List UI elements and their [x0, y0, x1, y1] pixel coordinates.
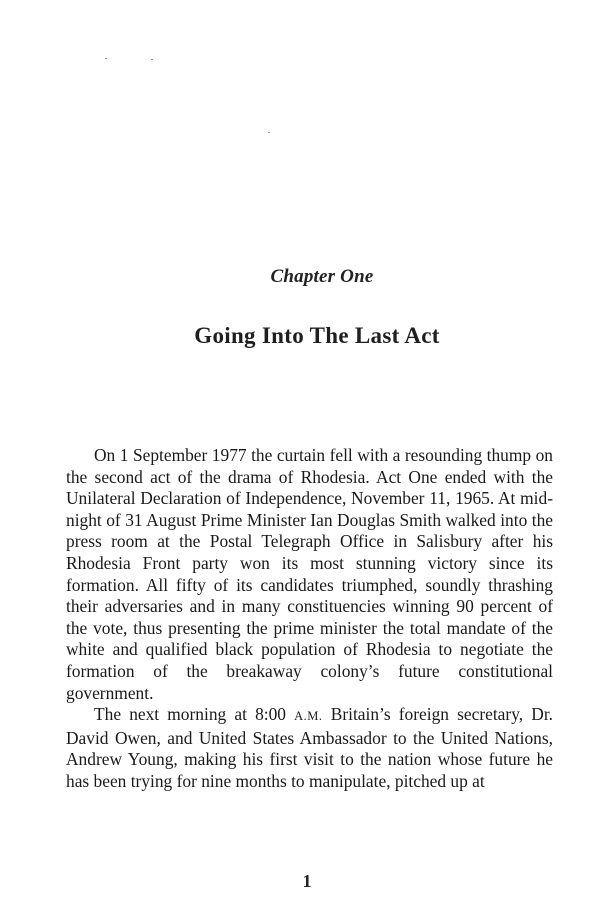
chapter-label: Chapter One: [270, 266, 374, 287]
paragraph: [66, 704, 553, 792]
scan-speck: [268, 132, 270, 133]
paragraph-segment: The next morning at 8:00: [94, 704, 295, 725]
scan-speck: [151, 59, 153, 60]
paragraph: On 1 September 1977 the curtain fell with a resounding thump on the second act of the drama of Rhodesia. Act One ended with the Unilateral Declaration of Independence, November 11, 1965. At midnight of 31 August Prime Minister Ian Douglas Smith walked into the press room at the Postal Telegraph Office in Salisbury after his Rhodesia Front party won its most stunning victory since its formation. All fifty of its candidates triumphed, soundly thrashing their adversaries and in many constituencies winning 90 percent of the vote, thus presenting the prime minister the total mandate of the white and qualified black population of Rhodesia to negotiate the formation of the breakaway colony’s future constitutional government.: [66, 445, 553, 703]
time-suffix: A.M.: [294, 709, 323, 724]
body-text: [66, 445, 553, 793]
paragraph-segment: Britain’s foreign secretary, Dr. David Owen, and United States Ambassador to the United Nations, Andrew Young, making his first visit to the nation whose future he has been trying for nine months to manipulate, pitched up at: [66, 704, 554, 791]
scan-speck: [105, 58, 107, 59]
chapter-title: Going Into The Last Act: [194, 323, 440, 348]
page-number: 1: [302, 871, 312, 891]
